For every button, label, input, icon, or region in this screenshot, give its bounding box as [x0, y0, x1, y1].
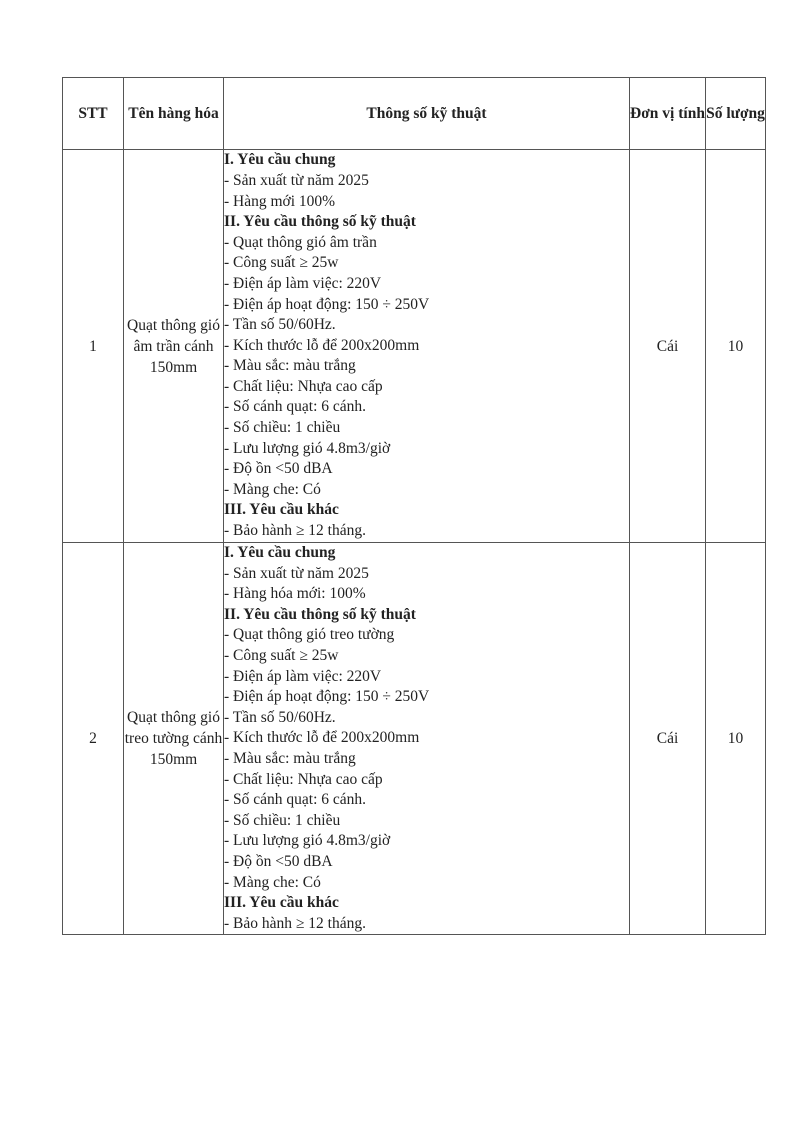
specification-table: [62, 77, 766, 935]
header-item-name: Tên hàng hóa: [124, 78, 224, 150]
spec-line: - Số cánh quạt: 6 cánh.: [224, 398, 367, 416]
spec-line: - Bảo hành ≥ 12 tháng.: [224, 522, 366, 540]
spec-section-heading: II. Yêu cầu thông số kỹ thuật: [224, 213, 416, 231]
cell-stt: 1: [63, 150, 124, 543]
table-row: [63, 543, 766, 935]
spec-line: - Độ ồn <50 dBA: [224, 460, 333, 478]
cell-item-name: Quạt thông gió treo tường cánh 150mm: [124, 543, 224, 935]
header-specifications: Thông số kỹ thuật: [224, 78, 630, 150]
header-quantity: Số lượng: [706, 78, 766, 150]
spec-line: - Kích thước lỗ để 200x200mm: [224, 729, 420, 747]
cell-item-name: Quạt thông gió âm trần cánh 150mm: [124, 150, 224, 543]
spec-line: - Độ ồn <50 dBA: [224, 852, 333, 870]
spec-section-heading: I. Yêu cầu chung: [224, 544, 336, 561]
cell-specifications: [224, 543, 630, 935]
spec-line: - Màng che: Có: [224, 480, 321, 498]
cell-unit: Cái: [630, 543, 706, 935]
spec-section-heading: III. Yêu cầu khác: [224, 501, 339, 519]
spec-line: - Màng che: Có: [224, 873, 321, 891]
cell-quantity: 10: [706, 543, 766, 935]
spec-line: - Số chiều: 1 chiều: [224, 811, 341, 829]
spec-line: - Kích thước lỗ để 200x200mm: [224, 336, 420, 354]
spec-line: - Công suất ≥ 25w: [224, 254, 339, 272]
header-stt: STT: [63, 78, 124, 150]
spec-section-heading: II. Yêu cầu thông số kỹ thuật: [224, 605, 416, 623]
spec-line: - Điện áp làm việc: 220V: [224, 667, 382, 685]
cell-quantity: 10: [706, 150, 766, 543]
table-header-row: [63, 78, 766, 150]
spec-line: - Số cánh quạt: 6 cánh.: [224, 791, 367, 809]
spec-line: - Số chiều: 1 chiều: [224, 419, 341, 437]
spec-line: - Lưu lượng gió 4.8m3/giờ: [224, 832, 391, 850]
spec-line: - Quạt thông gió treo tường: [224, 626, 395, 644]
header-unit: Đơn vị tính: [630, 78, 706, 150]
spec-line: - Tần số 50/60Hz.: [224, 708, 336, 726]
spec-section-heading: I. Yêu cầu chung: [224, 151, 336, 169]
spec-line: - Hàng hóa mới: 100%: [224, 585, 366, 603]
spec-line: - Lưu lượng gió 4.8m3/giờ: [224, 439, 391, 457]
spec-line: - Sản xuất từ năm 2025: [224, 171, 369, 189]
spec-line: - Điện áp hoạt động: 150 ÷ 250V: [224, 688, 430, 706]
spec-line: - Quạt thông gió âm trần: [224, 233, 377, 251]
spec-line: - Chất liệu: Nhựa cao cấp: [224, 770, 383, 788]
table-row: [63, 150, 766, 543]
spec-line: - Màu sắc: màu trắng: [224, 357, 356, 375]
cell-unit: Cái: [630, 150, 706, 543]
cell-specifications: [224, 150, 630, 543]
cell-stt: 2: [63, 543, 124, 935]
spec-line: - Hàng mới 100%: [224, 192, 336, 210]
spec-line: - Bảo hành ≥ 12 tháng.: [224, 914, 366, 932]
spec-line: - Điện áp hoạt động: 150 ÷ 250V: [224, 295, 430, 313]
spec-line: - Sản xuất từ năm 2025: [224, 564, 369, 582]
spec-line: - Công suất ≥ 25w: [224, 646, 339, 664]
spec-section-heading: III. Yêu cầu khác: [224, 894, 339, 912]
spec-line: - Chất liệu: Nhựa cao cấp: [224, 377, 383, 395]
spec-line: - Màu sắc: màu trắng: [224, 749, 356, 767]
spec-line: - Tần số 50/60Hz.: [224, 316, 336, 334]
spec-line: - Điện áp làm việc: 220V: [224, 274, 382, 292]
